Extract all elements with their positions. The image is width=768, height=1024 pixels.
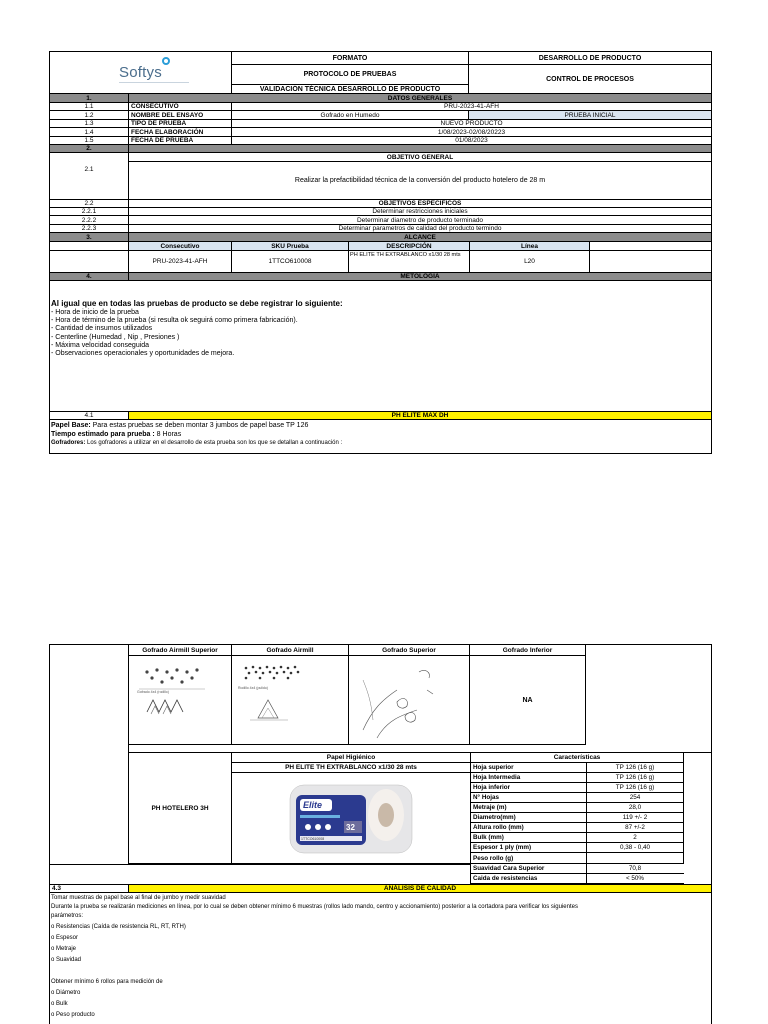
row-label: CONSECUTIVO bbox=[129, 103, 232, 110]
analisis-line: Obtener mínimo 6 rollos para medición de bbox=[51, 979, 163, 985]
row-value: NUEVO PRODUCTO bbox=[440, 120, 503, 127]
spec-row bbox=[471, 783, 684, 793]
spec-row bbox=[471, 864, 684, 874]
spec-row bbox=[471, 874, 684, 884]
analisis-line: o Bulk bbox=[51, 1001, 68, 1007]
row-label: NOMBRE DEL ENSAYO bbox=[129, 111, 232, 119]
row-number-blank bbox=[50, 153, 129, 162]
row-value: PRU-2023-41-AFH bbox=[444, 103, 499, 110]
metodologia-intro: Al igual que en todas las pruebas de producto se debe registrar lo siguiente: bbox=[51, 299, 343, 308]
alcance-col-sku: SKU Prueba bbox=[232, 242, 349, 250]
row-number-blank bbox=[50, 251, 129, 272]
spec-key: Altura rollo (mm) bbox=[471, 823, 587, 832]
alcance-col-linea: Línea bbox=[470, 242, 590, 250]
alcance-data-row bbox=[50, 251, 711, 273]
gofrado-airmill-superior-caption: Gofrado 4x4 (rodillo) bbox=[137, 690, 169, 694]
alcance-col-blank bbox=[590, 242, 711, 250]
metodologia-item: - Máxima velocidad conseguida bbox=[51, 341, 150, 349]
objetivo-especifico-row bbox=[50, 225, 711, 233]
alcance-linea: L20 bbox=[470, 251, 590, 272]
row-label: FECHA ELABORACIÓN bbox=[129, 128, 232, 136]
tiempo-line bbox=[51, 430, 711, 439]
ph-hotelero-label: PH HOTELERO 3H bbox=[129, 753, 232, 864]
row-number-blank bbox=[50, 242, 129, 250]
objetivos-especificos-title: OBJETIVOS ESPECIFICOS bbox=[378, 200, 462, 207]
objetivo-general-title: OBJETIVO GENERAL bbox=[129, 153, 711, 162]
gofrado-airmill-caption: Rodillo 4x4 (pulido) bbox=[238, 686, 268, 690]
spec-key: Suavidad Cara Superior bbox=[471, 864, 587, 873]
gofrado-airmill-cell bbox=[232, 656, 349, 745]
gofrado-inferior-value: NA bbox=[470, 656, 586, 745]
gofrado-superior-image bbox=[357, 660, 441, 740]
papel-base-text: Para estas pruebas se deben montar 3 jumbos de papel base TP 126 bbox=[90, 422, 309, 429]
left-column bbox=[50, 645, 129, 864]
papel-higienico-title: Papel Higiénico bbox=[232, 753, 471, 763]
spec-key: Hoja superior bbox=[471, 763, 587, 772]
papel-higienico-product: PH ELITE TH EXTRABLANCO x1/30 28 mts bbox=[232, 763, 471, 773]
metodologia-item: - Cantidad de insumos utilizados bbox=[51, 325, 153, 333]
spec-key: Caida de resistencias bbox=[471, 874, 587, 883]
objetivos-especificos-title-row bbox=[50, 200, 711, 208]
analisis-line: o Diámetro bbox=[51, 990, 81, 996]
objetivo-general-title-row bbox=[50, 153, 711, 162]
product-image-cell bbox=[232, 773, 471, 864]
alcance-blank bbox=[590, 251, 711, 272]
objetivo-general-row bbox=[50, 162, 711, 200]
metodologia-item: - Centerline (Humedad , Nip , Presiones ) bbox=[51, 333, 180, 341]
row-value: Gofrado en Humedo bbox=[232, 111, 469, 119]
section-analisis bbox=[50, 884, 711, 893]
objetivo-especifico-text: Determinar parametros de calidad del producto termindo bbox=[338, 225, 502, 232]
spec-row bbox=[471, 773, 684, 783]
gofradores-text: Los gofradores a utilizar en el desarrollo de esta prueba son los que se detallan a continuación : bbox=[85, 440, 343, 446]
prueba-inicial-badge: PRUEBA INICIAL bbox=[469, 111, 711, 119]
alcance-descripcion: PH ELITE TH EXTRABLANCO x1/30 28 mts bbox=[349, 251, 470, 272]
analisis-line: parámetros: bbox=[51, 913, 84, 919]
section-title: PH ELITE MAX DH bbox=[129, 412, 711, 419]
gofrado-airmill-superior-header: Gofrado Airmill Superior bbox=[129, 645, 232, 656]
spec-value: TP 126 (16 g) bbox=[615, 764, 655, 771]
analisis-line: o Espesor bbox=[51, 935, 79, 941]
analisis-line: o Peso producto bbox=[51, 1012, 95, 1018]
section-objetivos bbox=[50, 145, 711, 153]
package-code-text: 1TTCO610008 bbox=[301, 837, 325, 841]
gofrado-airmill-superior-cell bbox=[129, 656, 232, 745]
spec-row bbox=[471, 763, 684, 773]
header-formato: FORMATO bbox=[232, 52, 469, 65]
analisis-line: Tomar muestras de papel base al final de jumbo y medir suavidad bbox=[51, 895, 226, 901]
spec-value: TP 126 (16 g) bbox=[615, 774, 655, 781]
row-number: 2.2 bbox=[50, 200, 129, 207]
metodologia-item: - Observaciones operacionales y oportunidades de mejora. bbox=[51, 350, 235, 358]
row-label: FECHA DE PRUEBA bbox=[129, 137, 232, 144]
spec-value: < 50% bbox=[625, 875, 645, 882]
spec-value: 254 bbox=[629, 794, 641, 801]
spec-key: Hoja inferior bbox=[471, 783, 587, 792]
papel-base-label: Papel Base: bbox=[51, 422, 91, 429]
section-number: 4.1 bbox=[50, 412, 129, 419]
spec-value: 87 +/-2 bbox=[625, 824, 645, 831]
objetivo-especifico-row bbox=[50, 216, 711, 225]
spec-value: TP 126 (16 g) bbox=[615, 784, 655, 791]
papel-base-line bbox=[51, 421, 711, 430]
spec-value: 2 bbox=[633, 834, 637, 841]
gofrado-gap bbox=[129, 745, 711, 753]
section-number: 3. bbox=[50, 233, 129, 241]
spec-row bbox=[471, 793, 684, 803]
objetivo-especifico-text: Determinar diametro de producto terminado bbox=[356, 216, 484, 224]
spec-key: Hoja Intermedia bbox=[471, 773, 587, 782]
ph-gap bbox=[50, 864, 471, 884]
spec-value: 119 +/- 2 bbox=[622, 814, 648, 821]
spec-key: Diametro(mm) bbox=[471, 813, 587, 822]
metodologia-item: - Hora de inicio de la prueba bbox=[51, 309, 139, 316]
protocol-sheet-page-1 bbox=[49, 51, 712, 454]
datos-row-tipo bbox=[50, 120, 711, 128]
analisis-line: o Suavidad bbox=[51, 957, 82, 963]
tiempo-text: 8 Horas bbox=[154, 431, 182, 438]
ph-elite-details bbox=[50, 421, 711, 447]
spec-row bbox=[471, 823, 684, 833]
section-number: 4. bbox=[50, 273, 129, 280]
section-title: METOLOGIA bbox=[400, 273, 440, 280]
gofrado-airmill-header: Gofrado Airmill bbox=[232, 645, 349, 656]
spec-key: Peso rollo (g) bbox=[471, 853, 587, 863]
gofradores-label: Gofradores: bbox=[51, 440, 86, 446]
spec-row bbox=[471, 803, 684, 813]
spec-value: 28,0 bbox=[628, 804, 642, 811]
row-number: 2.2.3 bbox=[50, 225, 129, 232]
spec-row bbox=[471, 843, 684, 853]
gofrado-superior-header: Gofrado Superior bbox=[349, 645, 470, 656]
spec-key: Metraje (m) bbox=[471, 803, 587, 812]
row-value: 1/08/2023-02/08/20223 bbox=[437, 128, 506, 136]
logo-mark-icon bbox=[162, 57, 170, 65]
spec-value bbox=[587, 853, 683, 863]
protocol-sheet-page-2 bbox=[49, 644, 712, 1024]
analisis-line: o Metraje bbox=[51, 946, 77, 952]
header-control: CONTROL DE PROCESOS bbox=[469, 65, 711, 94]
metodologia-block bbox=[50, 299, 711, 358]
datos-row-fecha-elaboracion bbox=[50, 128, 711, 137]
analisis-line: o Resistencias (Caída de resistencia RL, RT, RTH) bbox=[51, 924, 186, 930]
row-number: 1.5 bbox=[50, 137, 129, 144]
row-number: 2.2.2 bbox=[50, 216, 129, 224]
section-number: 4.3 bbox=[50, 885, 129, 892]
spec-value: 70,8 bbox=[628, 865, 642, 872]
section-metodologia bbox=[50, 273, 711, 281]
analisis-line bbox=[51, 966, 711, 977]
section-title: DATOS GENERALES bbox=[387, 94, 453, 102]
section-alcance bbox=[50, 233, 711, 242]
header-desarrollo: DESARROLLO DE PRODUCTO bbox=[469, 52, 711, 65]
row-number: 1.1 bbox=[50, 103, 129, 110]
datos-row-fecha-prueba bbox=[50, 137, 711, 145]
alcance-sku: 1TTCO610008 bbox=[232, 251, 349, 272]
gofradores-line bbox=[51, 439, 711, 447]
logo-underline bbox=[119, 82, 189, 83]
spec-key: Espesor 1 ply (mm) bbox=[471, 843, 587, 852]
caracteristicas-title: Características bbox=[471, 753, 684, 763]
row-number: 1.4 bbox=[50, 128, 129, 136]
package-brand-text: Elite bbox=[303, 800, 323, 810]
softys-logo bbox=[119, 64, 162, 81]
header-validacion: VALIDACIÓN TÉCNICA DESARROLLO DE PRODUCTO bbox=[232, 85, 469, 94]
spec-row bbox=[471, 853, 684, 864]
row-value: 01/08/2023 bbox=[455, 137, 488, 144]
logo-text: Softys bbox=[119, 64, 162, 81]
row-number: 1.2 bbox=[50, 111, 129, 119]
objetivo-general-text: Realizar la prefactibilidad técnica de la conversión del producto hotelero de 28 m bbox=[294, 177, 546, 184]
spec-key: Bulk (mm) bbox=[471, 833, 587, 842]
spec-value: 0,38 - 0,40 bbox=[619, 844, 651, 851]
logo-cell bbox=[50, 52, 232, 94]
gofrado-inferior-header: Gofrado Inferior bbox=[470, 645, 586, 656]
objetivo-especifico-text: Determinar restricciones iniciales bbox=[372, 208, 468, 215]
gofrado-superior-cell bbox=[349, 656, 470, 745]
section-blank bbox=[129, 145, 711, 152]
package-count-text: 32 bbox=[346, 823, 355, 832]
section-number: 2. bbox=[50, 145, 129, 152]
spec-row bbox=[471, 813, 684, 823]
alcance-consecutivo: PRU-2023-41-AFH bbox=[129, 251, 232, 272]
section-title: ANÁLISIS DE CALIDAD bbox=[129, 885, 711, 892]
row-number: 2.2.1 bbox=[50, 208, 129, 215]
section-datos-generales bbox=[50, 94, 711, 103]
alcance-col-descripcion: DESCRIPCIÓN bbox=[349, 242, 470, 250]
section-title: ALCANCE bbox=[404, 233, 436, 241]
header-protocolo: PROTOCOLO DE PRUEBAS bbox=[232, 65, 469, 85]
datos-row-consecutivo bbox=[50, 103, 711, 111]
product-package-image bbox=[286, 781, 416, 857]
analisis-line: Durante la prueba se realizarán mediciones en línea, por lo cual se deben obtener mínimo 6 muestras (rollos lado mando, centro y accionamiento) posterior a la cortadora para verificar los siguientes bbox=[51, 903, 578, 910]
section-ph-elite bbox=[50, 411, 711, 420]
row-number: 1.3 bbox=[50, 120, 129, 127]
section-number: 1. bbox=[50, 94, 129, 102]
tiempo-label: Tiempo estimado para prueba : bbox=[51, 431, 155, 438]
objetivo-especifico-row bbox=[50, 208, 711, 216]
metodologia-item: - Hora de término de la prueba (si resulta ok seguirá como primera fabricación). bbox=[51, 317, 298, 325]
spec-row bbox=[471, 833, 684, 843]
row-label: TIPO DE PRUEBA bbox=[129, 120, 232, 127]
analisis-block bbox=[50, 894, 711, 1021]
document-header bbox=[50, 52, 711, 94]
datos-row-nombre bbox=[50, 111, 711, 120]
alcance-header-row bbox=[50, 242, 711, 251]
gofrado-airmill-image bbox=[238, 660, 318, 726]
spec-key: N° Hojas bbox=[471, 793, 587, 802]
alcance-col-consecutivo: Consecutivo bbox=[129, 242, 232, 250]
row-number: 2.1 bbox=[50, 162, 129, 199]
